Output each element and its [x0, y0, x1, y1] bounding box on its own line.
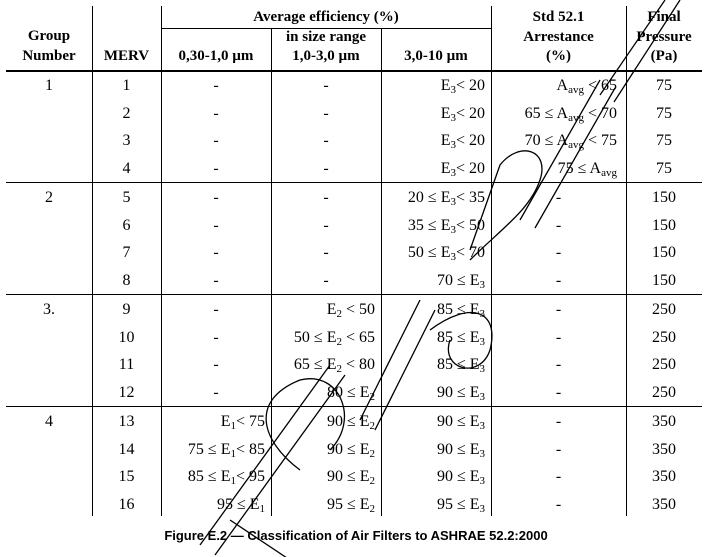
merv-value: 4 [122, 159, 131, 177]
arrestance-value: $75 \le A_{avg}$ [557, 159, 617, 179]
header-group-line2: Number [22, 48, 76, 64]
efficiency-e2: $90 \le E_2$ [326, 468, 375, 487]
group-number: 2 [45, 189, 53, 206]
efficiency-e1: $85 \le E_1< 95$ [187, 468, 265, 487]
efficiency-e3: $E_3< 20$ [440, 77, 485, 96]
watermark-stroke [614, 0, 680, 102]
merv-value: 16 [118, 495, 135, 513]
efficiency-e3: $E_3< 20$ [440, 159, 485, 179]
arrestance-value: $65 \le A_{avg} < 70$ [524, 104, 617, 124]
merv-value: 11 [118, 356, 135, 373]
efficiency-e1: - [213, 159, 219, 177]
efficiency-e1: - [213, 328, 219, 346]
efficiency-e3: $90 \le E_3$ [436, 468, 485, 487]
watermark-stroke [360, 300, 420, 420]
efficiency-e2: $95 \le E_2$ [326, 495, 375, 515]
header-merv: MERV [103, 48, 150, 64]
efficiency-e1: - [213, 104, 219, 122]
final-pressure-value: 250 [652, 383, 676, 401]
efficiency-e1: - [213, 271, 219, 289]
efficiency-e2: - [323, 189, 329, 206]
final-pressure-value: 150 [652, 216, 676, 234]
watermark-stroke [200, 365, 330, 545]
efficiency-e3: $85 \le E_3$ [436, 356, 485, 375]
arrestance-value: - [555, 301, 562, 318]
efficiency-e1: - [213, 383, 219, 401]
efficiency-e2: - [323, 271, 329, 289]
header-avg-efficiency: Average efficiency (%) [253, 9, 399, 25]
arrestance-value: - [555, 189, 562, 206]
header-arrestance-line2: Arrestance [523, 29, 594, 45]
efficiency-e2: - [323, 77, 329, 94]
efficiency-e3: $90 \le E_3$ [436, 440, 485, 460]
arrestance-value: - [555, 383, 562, 401]
arrestance-value: - [555, 440, 562, 458]
header-arrestance-line1: Std 52.1 [532, 9, 585, 25]
final-pressure-value: 75 [656, 132, 672, 149]
efficiency-e3: $85 \le E_3$ [436, 328, 485, 348]
merv-value: 3 [122, 132, 131, 149]
header-pressure-line1: Final [647, 9, 681, 25]
efficiency-e3: $20 \le E_3< 35$ [407, 189, 485, 208]
efficiency-e1: - [213, 356, 219, 373]
merv-value: 8 [122, 271, 131, 289]
arrestance-value: - [555, 244, 562, 261]
final-pressure-value: 350 [652, 468, 676, 485]
efficiency-e1: - [213, 244, 219, 261]
final-pressure-value: 150 [652, 244, 676, 261]
final-pressure-value: 75 [656, 77, 672, 94]
final-pressure-value: 250 [652, 328, 676, 346]
final-pressure-value: 350 [652, 495, 676, 513]
merv-value: 1 [122, 77, 131, 94]
final-pressure-value: 350 [652, 440, 676, 458]
header-arrestance-line3: (%) [546, 48, 571, 64]
arrestance-value: - [555, 468, 562, 485]
efficiency-e1: $95 \le E_1$ [216, 495, 265, 515]
efficiency-e2: - [323, 104, 329, 122]
watermark-stroke [470, 151, 542, 260]
efficiency-e3: $E_3< 20$ [440, 132, 485, 151]
arrestance-value: - [555, 271, 562, 289]
merv-value: 12 [118, 383, 135, 401]
group-number: 3. [43, 301, 55, 318]
figure-caption: Figure E.2 — Classification of Air Filters to ASHRAE 52.2:2000 [164, 528, 548, 543]
merv-value: 6 [122, 216, 131, 234]
efficiency-e1: $75 \le E_1< 85$ [187, 440, 265, 460]
merv-value: 15 [118, 468, 135, 485]
merv-value: 5 [122, 189, 131, 206]
watermark-stroke [430, 313, 492, 369]
efficiency-e2: $50 \le E_2 < 65$ [293, 328, 375, 348]
final-pressure-value: 150 [652, 271, 676, 289]
efficiency-e1: - [213, 77, 219, 94]
efficiency-e3: $95 \le E_3$ [436, 495, 485, 515]
arrestance-value: $A_{avg} < 65$ [556, 77, 617, 96]
arrestance-value: - [555, 413, 562, 430]
arrestance-value: - [555, 216, 562, 234]
header-range-3: 3,0-10 µm [404, 48, 468, 64]
watermark-stroke [375, 310, 435, 430]
efficiency-e1: - [213, 132, 219, 149]
merv-value: 10 [118, 328, 135, 346]
watermark-stroke [600, 0, 665, 95]
efficiency-e2: $80 \le E_2$ [326, 383, 375, 403]
merv-value: 14 [118, 440, 135, 458]
group-number: 4 [45, 413, 53, 430]
group-number: 1 [45, 77, 53, 94]
efficiency-e1: - [213, 189, 219, 206]
header-group-line1: Group [27, 28, 71, 44]
merv-value: 7 [122, 244, 131, 261]
efficiency-e2: - [323, 216, 329, 234]
efficiency-e1: - [213, 216, 219, 234]
efficiency-e2: $65 \le E_2 < 80$ [293, 356, 375, 375]
efficiency-e2: - [323, 159, 329, 177]
efficiency-e3: $50 \le E_3< 70$ [407, 244, 485, 263]
efficiency-e1: - [213, 301, 219, 318]
efficiency-e2: - [323, 132, 329, 149]
final-pressure-value: 250 [652, 356, 676, 373]
header-size-range: in size range [286, 29, 366, 45]
efficiency-e2: $90 \le E_2$ [326, 440, 375, 460]
efficiency-e3: $90 \le E_3$ [436, 383, 485, 403]
header-range-2: 1,0-3,0 µm [292, 48, 360, 64]
arrestance-value: - [555, 356, 562, 373]
arrestance-value: $70 \le A_{avg} < 75$ [524, 132, 617, 151]
final-pressure-value: 75 [656, 159, 672, 177]
merv-value: 2 [122, 104, 131, 122]
final-pressure-value: 150 [652, 189, 676, 206]
efficiency-e3: $35 \le E_3< 50$ [407, 216, 485, 236]
efficiency-e3: $E_3< 20$ [440, 104, 485, 124]
efficiency-e3: $85 \le E_3$ [436, 301, 485, 320]
header-range-1: 0,30-1,0 µm [178, 48, 254, 64]
final-pressure-value: 250 [652, 301, 676, 318]
efficiency-e2: $E_2 < 50$ [326, 301, 375, 320]
efficiency-e1: $E_1< 75$ [220, 413, 265, 432]
header-pressure-line3: (Pa) [650, 48, 678, 64]
arrestance-value: - [555, 328, 562, 346]
efficiency-e2: $90 \le E_2$ [326, 413, 375, 432]
merv-value: 9 [122, 301, 131, 318]
final-pressure-value: 350 [652, 413, 676, 430]
watermark-stroke [520, 80, 600, 220]
efficiency-e3: $70 \le E_3$ [436, 271, 485, 291]
efficiency-e3: $90 \le E_3$ [436, 413, 485, 432]
efficiency-e2: - [323, 244, 329, 261]
header-pressure-line2: Pressure [636, 29, 692, 45]
watermark-stroke [535, 88, 615, 228]
merv-value: 13 [118, 413, 135, 430]
arrestance-value: - [555, 495, 562, 513]
final-pressure-value: 75 [656, 104, 672, 122]
